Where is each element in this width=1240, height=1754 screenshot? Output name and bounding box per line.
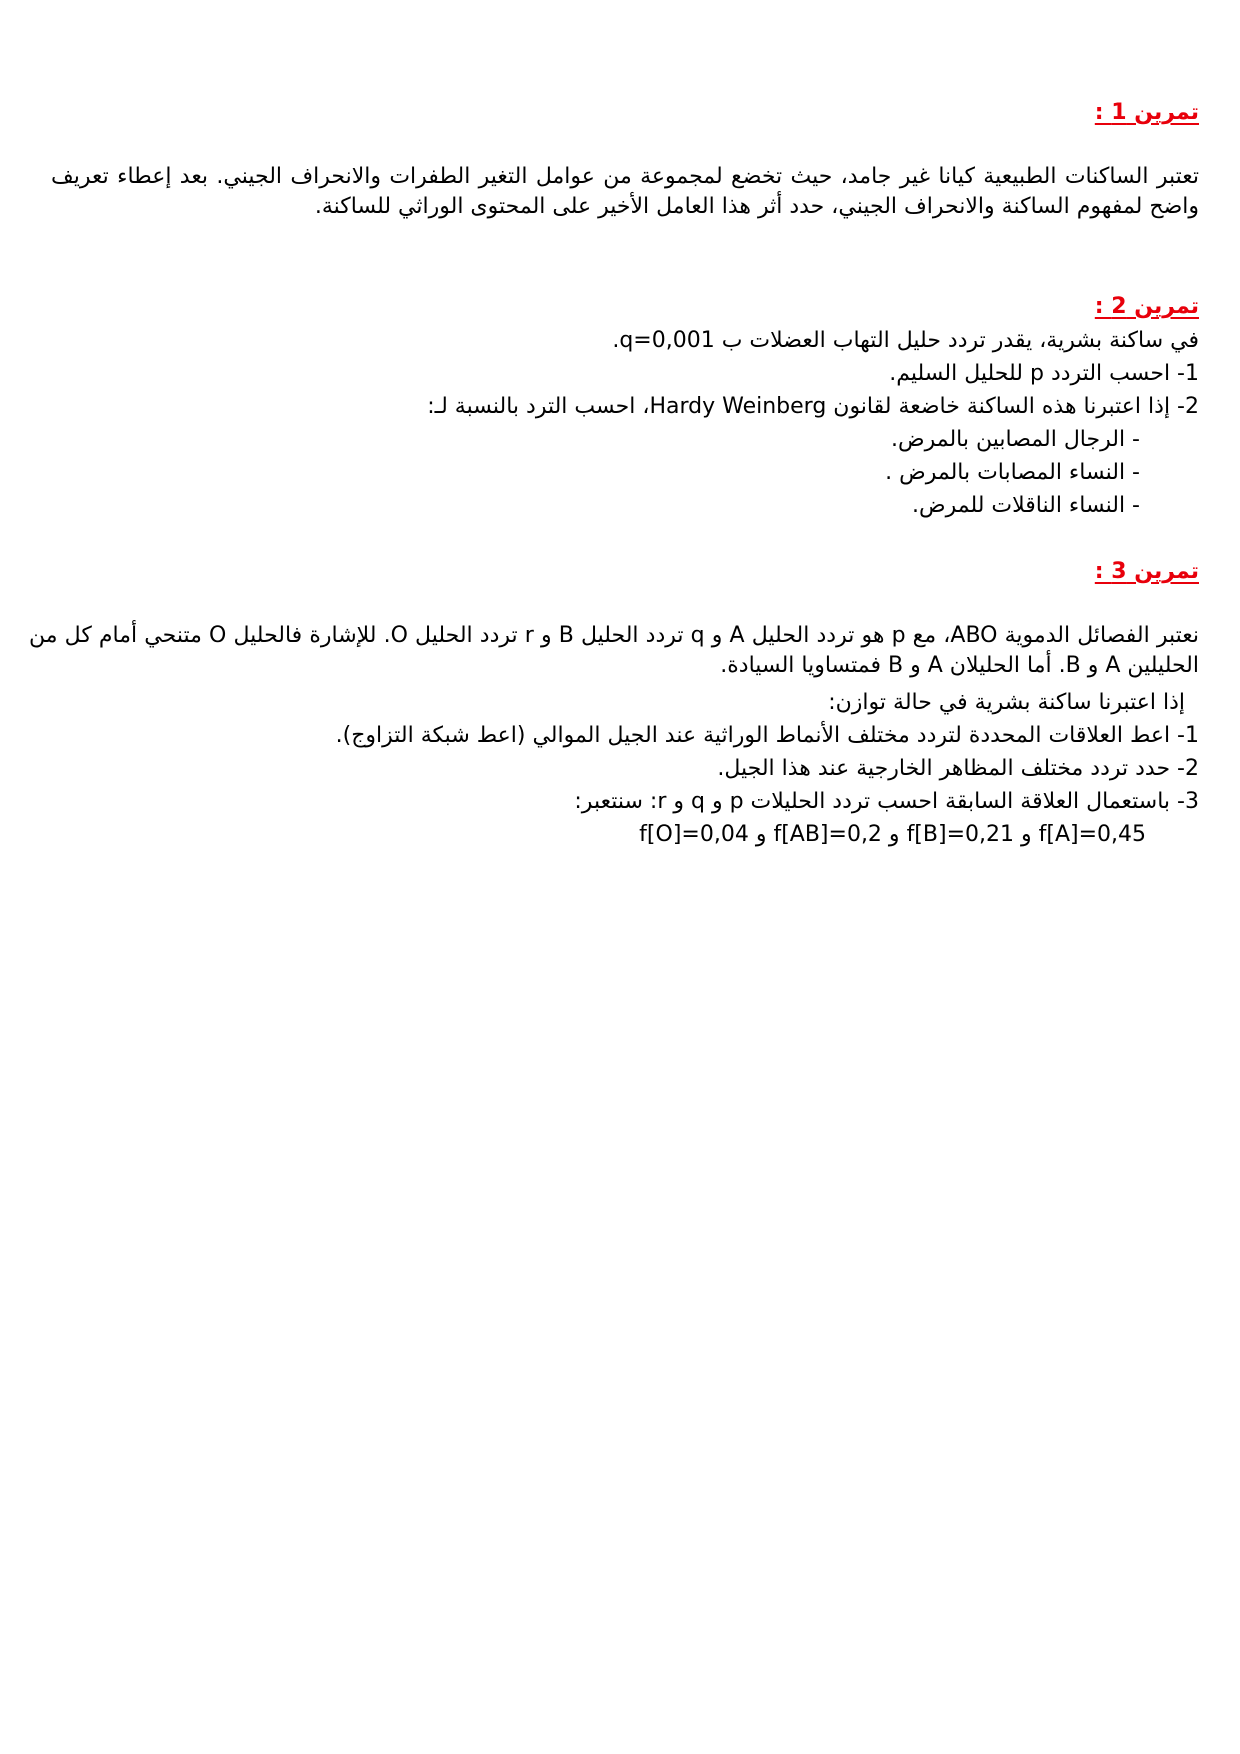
exercise-3-question-2: 2- حدد تردد مختلف المظاهر الخارجية عند هذا الجيل. [717, 756, 1199, 781]
exercise-2-item-3: - النساء الناقلات للمرض. [912, 493, 1140, 518]
exercise-1-paragraph: تعتبر الساكنات الطبيعية كيانا غير جامد، حيث تخضع لمجموعة من عوامل التغير الطفرات والانحراف الجيني. بعد إعطاء تعريف واضح لمفهوم الساكنة والانحراف الجيني، حدد أثر هذا العامل الأخير على المحتوى الوراثي للساكنة. [51, 164, 1199, 219]
exercise-2-question-2: 2- إذا اعتبرنا هذه الساكنة خاضعة لقانون Hardy Weinberg، احسب الترد بالنسبة لـ: [427, 394, 1199, 419]
exercise-3-title: تمرين 3 : [1094, 559, 1199, 584]
exercise-2-item-2: - النساء المصابات بالمرض . [885, 460, 1140, 485]
exercise-3-question-3: 3- باستعمال العلاقة السابقة احسب تردد الحليلات p و q و r: سنتعبر: [574, 789, 1199, 814]
exercise-2-intro: في ساكنة بشرية، يقدر تردد حليل التهاب العضلات ب q=0,001. [612, 328, 1199, 353]
exercise-3-paragraph: نعتبر الفصائل الدموية ABO، مع p هو تردد الحليل A و q تردد الحليل B و r تردد الحليل O. للإشارة فالحليل O متنحي أمام كل من الحليلين A و B. أما الحليلان A و B فمتساويا السيادة. [29, 623, 1199, 678]
exercise-3-condition: إذا اعتبرنا ساكنة بشرية في حالة توازن: [828, 690, 1185, 715]
exercise-3-values: f[A]=0,45 و f[B]=0,21 و f[AB]=0,2 و f[O]=0,04 [639, 822, 1146, 847]
exercise-1-title: تمرين 1 : [1094, 100, 1199, 125]
exercise-2-question-1: 1- احسب التردد p للحليل السليم. [889, 361, 1199, 386]
exercise-3-question-1: 1- اعط العلاقات المحددة لتردد مختلف الأنماط الوراثية عند الجيل الموالي (اعط شبكة التزاوج). [335, 723, 1199, 748]
exercise-2-title: تمرين 2 : [1094, 294, 1199, 319]
exercise-2-item-1: - الرجال المصابين بالمرض. [891, 427, 1140, 452]
